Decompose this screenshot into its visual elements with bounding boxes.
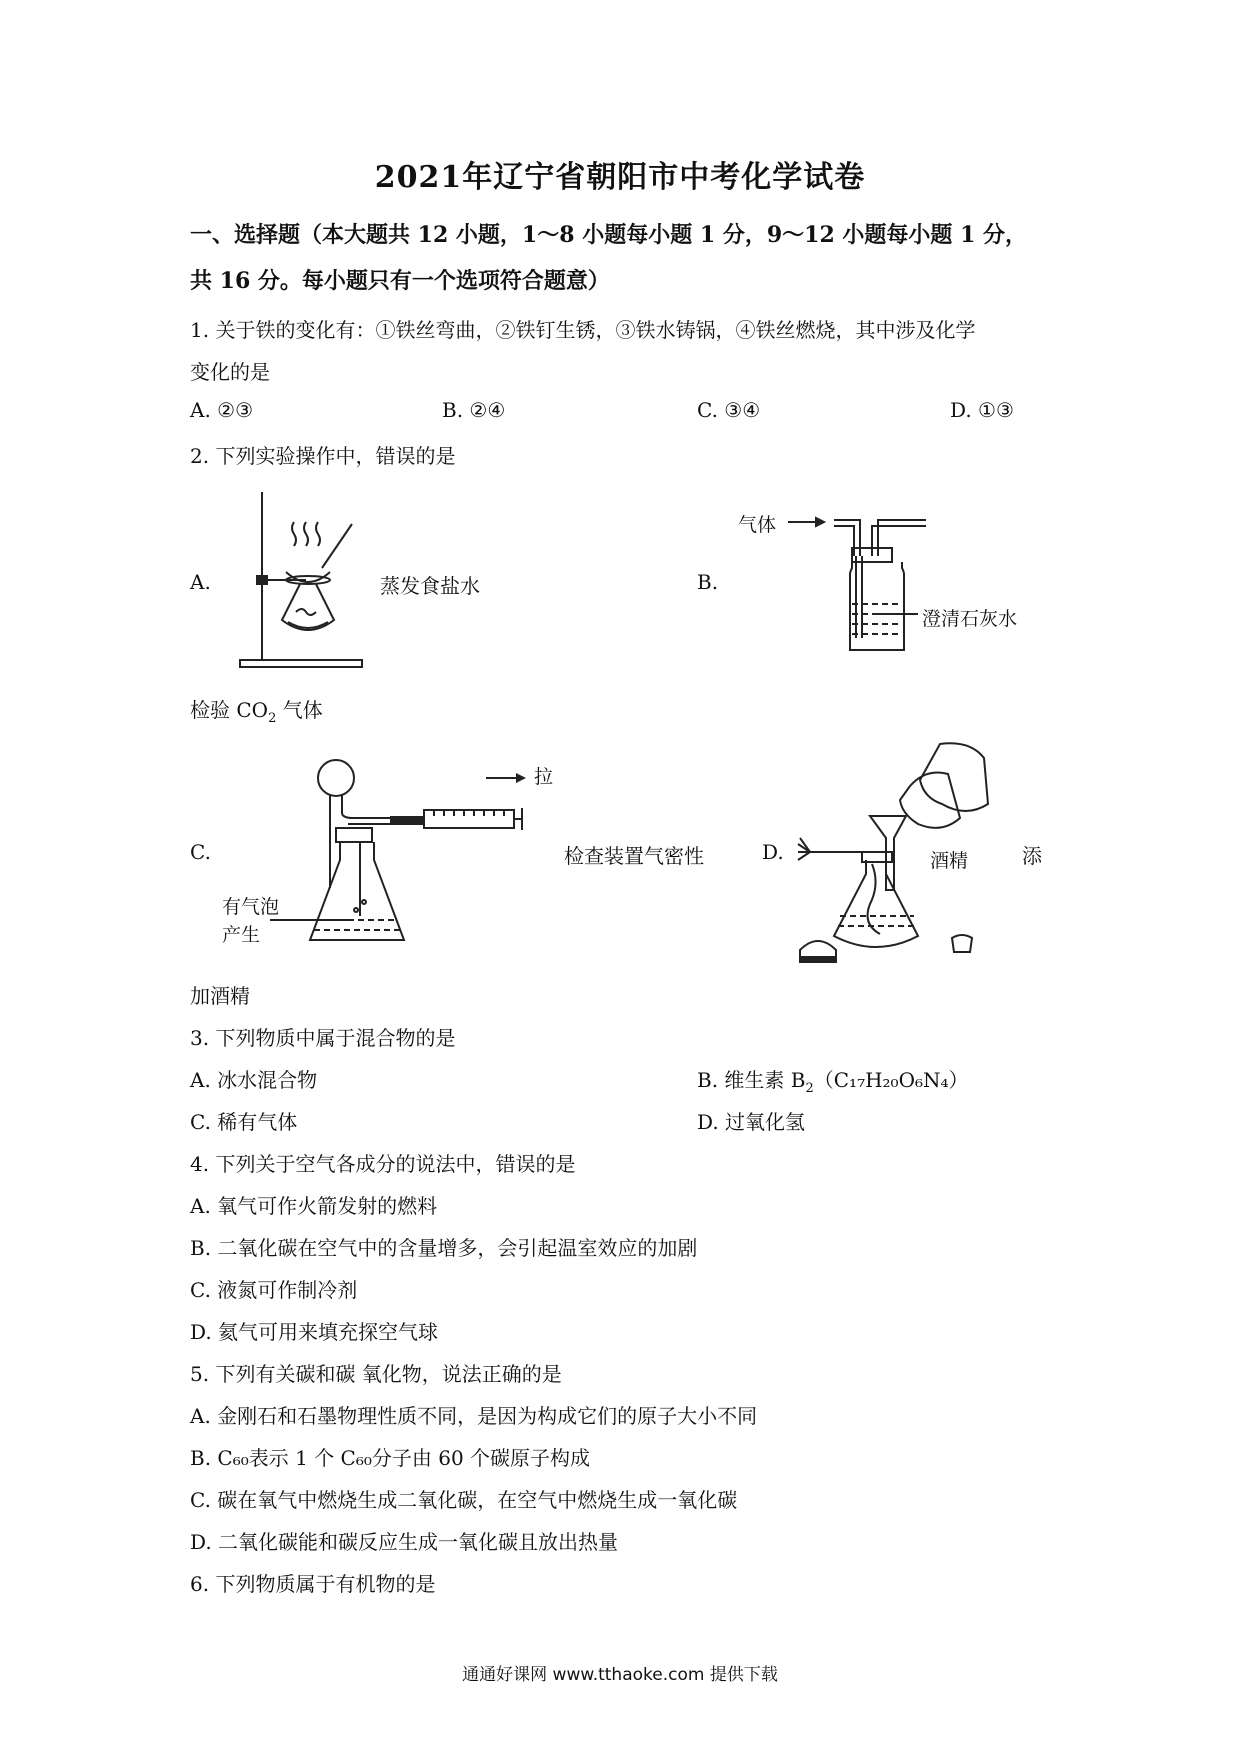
q2-option-d-letter: D. <box>762 840 784 864</box>
q2-option-b-letter: B. <box>697 570 719 594</box>
q2-option-c-caption: 检查装置气密性 <box>564 844 704 868</box>
q1-stem-line1: 1. 关于铁的变化有：①铁丝弯曲，②铁钉生锈，③铁水铸锅，④铁丝燃烧，其中涉及化学 <box>190 318 976 342</box>
airtightness-check-figure <box>300 756 530 956</box>
q3-option-c: C. 稀有气体 <box>190 1110 298 1134</box>
section-heading-line2: 共 16 分。每小题只有一个选项符合题意） <box>190 268 610 294</box>
q5-stem: 5. 下列有关碳和碳 氧化物，说法正确的是 <box>190 1362 562 1386</box>
q4-option-b: B. 二氧化碳在空气中的含量增多，会引起温室效应的加剧 <box>190 1236 698 1260</box>
q2-option-b-caption-sub: 2 <box>268 711 277 726</box>
q1-option-a: A. ②③ <box>190 398 254 422</box>
q2-option-d-caption-pre: 添 <box>1022 844 1042 868</box>
page-title: 2021年辽宁省朝阳市中考化学试卷 <box>374 160 866 195</box>
q3-option-b-pre: B. 维生素 B <box>697 1068 806 1092</box>
q2-option-d-caption-post: 加酒精 <box>190 984 250 1008</box>
q1-option-b: B. ②④ <box>442 398 506 422</box>
q2-limewater-label: 澄清石灰水 <box>922 608 1018 630</box>
q3-option-b <box>697 1064 969 1096</box>
q2-pull-label: 拉 <box>534 766 554 788</box>
q2-bubbles-label-line2: 产生 <box>222 924 261 946</box>
q3-option-d: D. 过氧化氢 <box>697 1110 806 1134</box>
gas-washing-bottle-figure <box>788 510 928 655</box>
q3-option-b-formula: （C₁₇H₂₀O₆N₄） <box>813 1068 969 1092</box>
evaporation-apparatus-figure <box>238 492 368 672</box>
section-heading-line1: 一、选择题（本大题共 12 小题，1～8 小题每小题 1 分，9～12 小题每小题 1 分， <box>190 222 1028 248</box>
pull-arrow-icon <box>486 772 526 784</box>
q2-option-b-caption-post: 气体 <box>276 698 323 722</box>
q4-option-d: D. 氦气可用来填充探空气球 <box>190 1320 439 1344</box>
q2-option-b-caption-pre: 检验 CO <box>190 698 269 722</box>
q2-stem: 2. 下列实验操作中，错误的是 <box>190 444 456 468</box>
page-footer: 通通好课网 www.tthaoke.com 提供下载 <box>462 1665 778 1685</box>
q2-bubbles-label-line1: 有气泡 <box>222 896 280 918</box>
q1-option-d: D. ①③ <box>950 398 1014 422</box>
q2-option-a-caption: 蒸发食盐水 <box>380 574 480 598</box>
q4-stem: 4. 下列关于空气各成分的说法中，错误的是 <box>190 1152 576 1176</box>
q1-stem-line2: 变化的是 <box>190 360 270 384</box>
q5-option-b: B. C₆₀表示 1 个 C₆₀分子由 60 个碳原子构成 <box>190 1446 591 1470</box>
q3-option-a: A. 冰水混合物 <box>190 1068 318 1092</box>
q5-option-d: D. 二氧化碳能和碳反应生成一氧化碳且放出热量 <box>190 1530 619 1554</box>
q2-option-b-caption <box>190 694 323 726</box>
q2-gas-label: 气体 <box>738 514 777 536</box>
q2-alcohol-label: 酒精 <box>930 850 969 872</box>
q3-stem: 3. 下列物质中属于混合物的是 <box>190 1026 456 1050</box>
q4-option-a: A. 氧气可作火箭发射的燃料 <box>190 1194 438 1218</box>
q3-option-b-sub: 2 <box>805 1081 814 1096</box>
q2-option-c-letter: C. <box>190 840 211 864</box>
q5-option-c: C. 碳在氧气中燃烧生成二氧化碳，在空气中燃烧生成一氧化碳 <box>190 1488 738 1512</box>
q5-option-a: A. 金刚石和石墨物理性质不同，是因为构成它们的原子大小不同 <box>190 1404 758 1428</box>
q1-option-c: C. ③④ <box>697 398 761 422</box>
q4-option-c: C. 液氮可作制冷剂 <box>190 1278 358 1302</box>
q6-stem: 6. 下列物质属于有机物的是 <box>190 1572 436 1596</box>
q2-option-a-letter: A. <box>190 570 211 594</box>
